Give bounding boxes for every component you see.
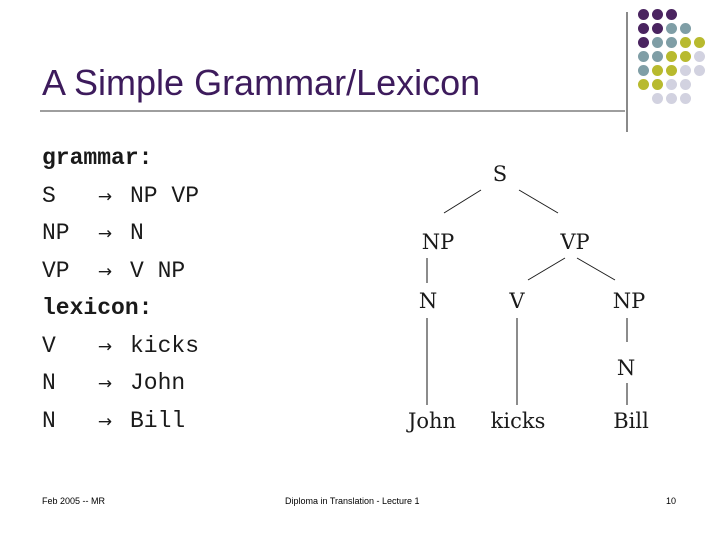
rule-lhs: S	[42, 182, 56, 209]
arrow-icon: →	[97, 186, 113, 207]
rule-rhs: N	[130, 220, 144, 246]
node-n: N	[418, 289, 438, 313]
arrow-icon: →	[97, 336, 113, 357]
entry-rhs: John	[130, 370, 186, 396]
entry-rhs: kicks	[130, 332, 200, 359]
edge-s-vp	[519, 190, 558, 213]
slide-title: A Simple Grammar/Lexicon	[42, 62, 481, 103]
node-np: NP	[421, 230, 455, 254]
entry-lhs: N	[42, 370, 56, 396]
arrow-icon: →	[97, 374, 113, 394]
node-vp: VP	[560, 230, 590, 254]
arrow-icon: →	[97, 261, 113, 282]
footer-date: Feb 2005 -- MR	[42, 496, 106, 506]
node-np-object: NP	[612, 289, 646, 313]
node-s: S	[492, 162, 508, 186]
leaf-john: John	[407, 409, 457, 433]
edge-vp-np	[577, 258, 615, 280]
grammar-heading: grammar:	[42, 145, 153, 171]
entry-lhs: N	[42, 407, 56, 434]
node-v: V	[509, 289, 525, 313]
tree-edges	[427, 190, 627, 405]
rule-lhs: NP	[42, 220, 70, 246]
leaf-bill: Bill	[613, 409, 649, 433]
edge-vp-v	[528, 258, 565, 280]
rule-lhs: VP	[42, 257, 70, 284]
entry-lhs: V	[42, 332, 56, 359]
rule-rhs: V NP	[130, 257, 186, 284]
leaf-kicks: kicks	[490, 409, 546, 433]
entry-rhs: Bill	[130, 407, 186, 434]
rule-rhs: NP VP	[130, 182, 200, 209]
page-number: 10	[666, 496, 677, 506]
arrow-icon: →	[97, 224, 113, 244]
arrow-icon: →	[97, 411, 113, 432]
edge-s-np	[444, 190, 481, 213]
node-n-object: N	[616, 356, 636, 380]
footer-course: Diploma in Translation - Lecture 1	[285, 496, 420, 506]
lexicon-heading: lexicon:	[42, 295, 153, 321]
